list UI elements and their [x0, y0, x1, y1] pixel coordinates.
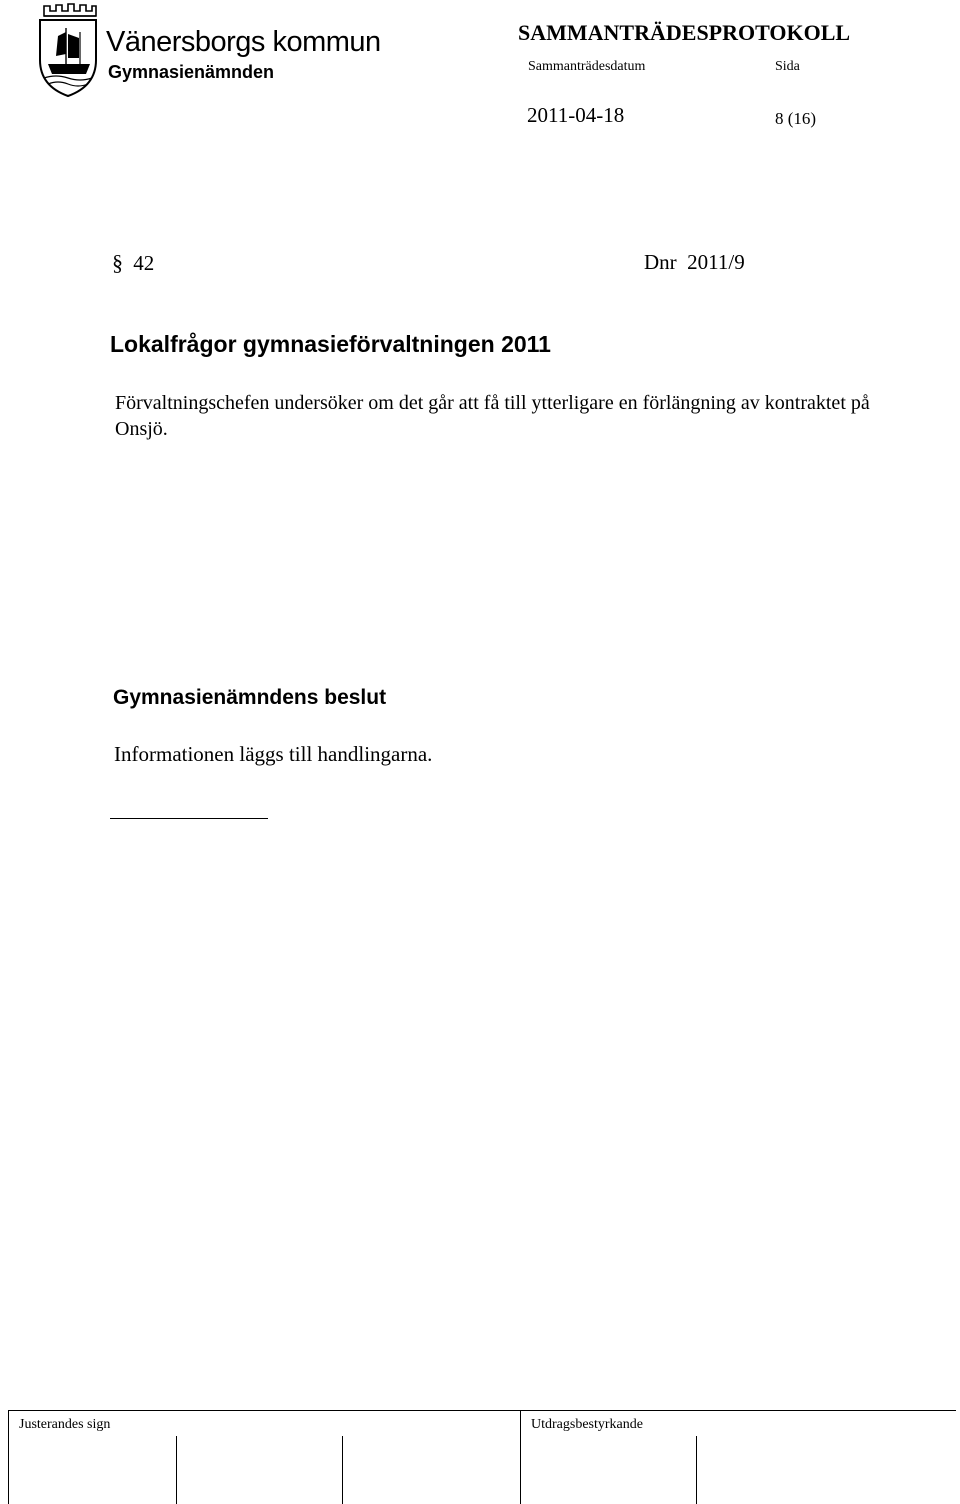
- diary-number: Dnr 2011/9: [644, 250, 745, 274]
- item-body: Förvaltningschefen undersöker om det går att få till ytterligare en förlängning av kontraktet på Onsjö.: [115, 392, 870, 440]
- document-type: SAMMANTRÄDESPROTOKOLL: [518, 20, 851, 45]
- page-label: Sida: [775, 59, 800, 74]
- decision-text: Informationen läggs till handlingarna.: [114, 742, 433, 766]
- section-symbol: §: [112, 250, 123, 275]
- item-title: Lokalfrågor gymnasieförvaltningen 2011: [110, 331, 551, 357]
- footer-sign-box-3: [520, 1410, 521, 1504]
- meeting-date: 2011-04-18: [527, 103, 625, 127]
- meeting-date-label: Sammanträdesdatum: [528, 59, 646, 74]
- extract-certification-label: Utdragsbestyrkande: [531, 1417, 643, 1432]
- footer-sign-box-1: [176, 1436, 177, 1504]
- footer-sign-box-4: [696, 1436, 697, 1504]
- organization-name: Vänersborgs kommun: [106, 26, 381, 58]
- section-marker: [112, 250, 154, 276]
- footer-border-left: [8, 1410, 9, 1504]
- end-rule: [110, 818, 268, 819]
- page-number: 8 (16): [775, 109, 817, 128]
- adjuster-signature-label: Justerandes sign: [19, 1417, 111, 1432]
- department-name: Gymnasienämnden: [108, 62, 275, 82]
- municipal-crest-icon: [36, 2, 100, 98]
- decision-heading: Gymnasienämndens beslut: [113, 686, 387, 709]
- footer-sign-box-2: [342, 1436, 343, 1504]
- section-number: 42: [133, 251, 155, 275]
- footer-divider: [8, 1410, 956, 1411]
